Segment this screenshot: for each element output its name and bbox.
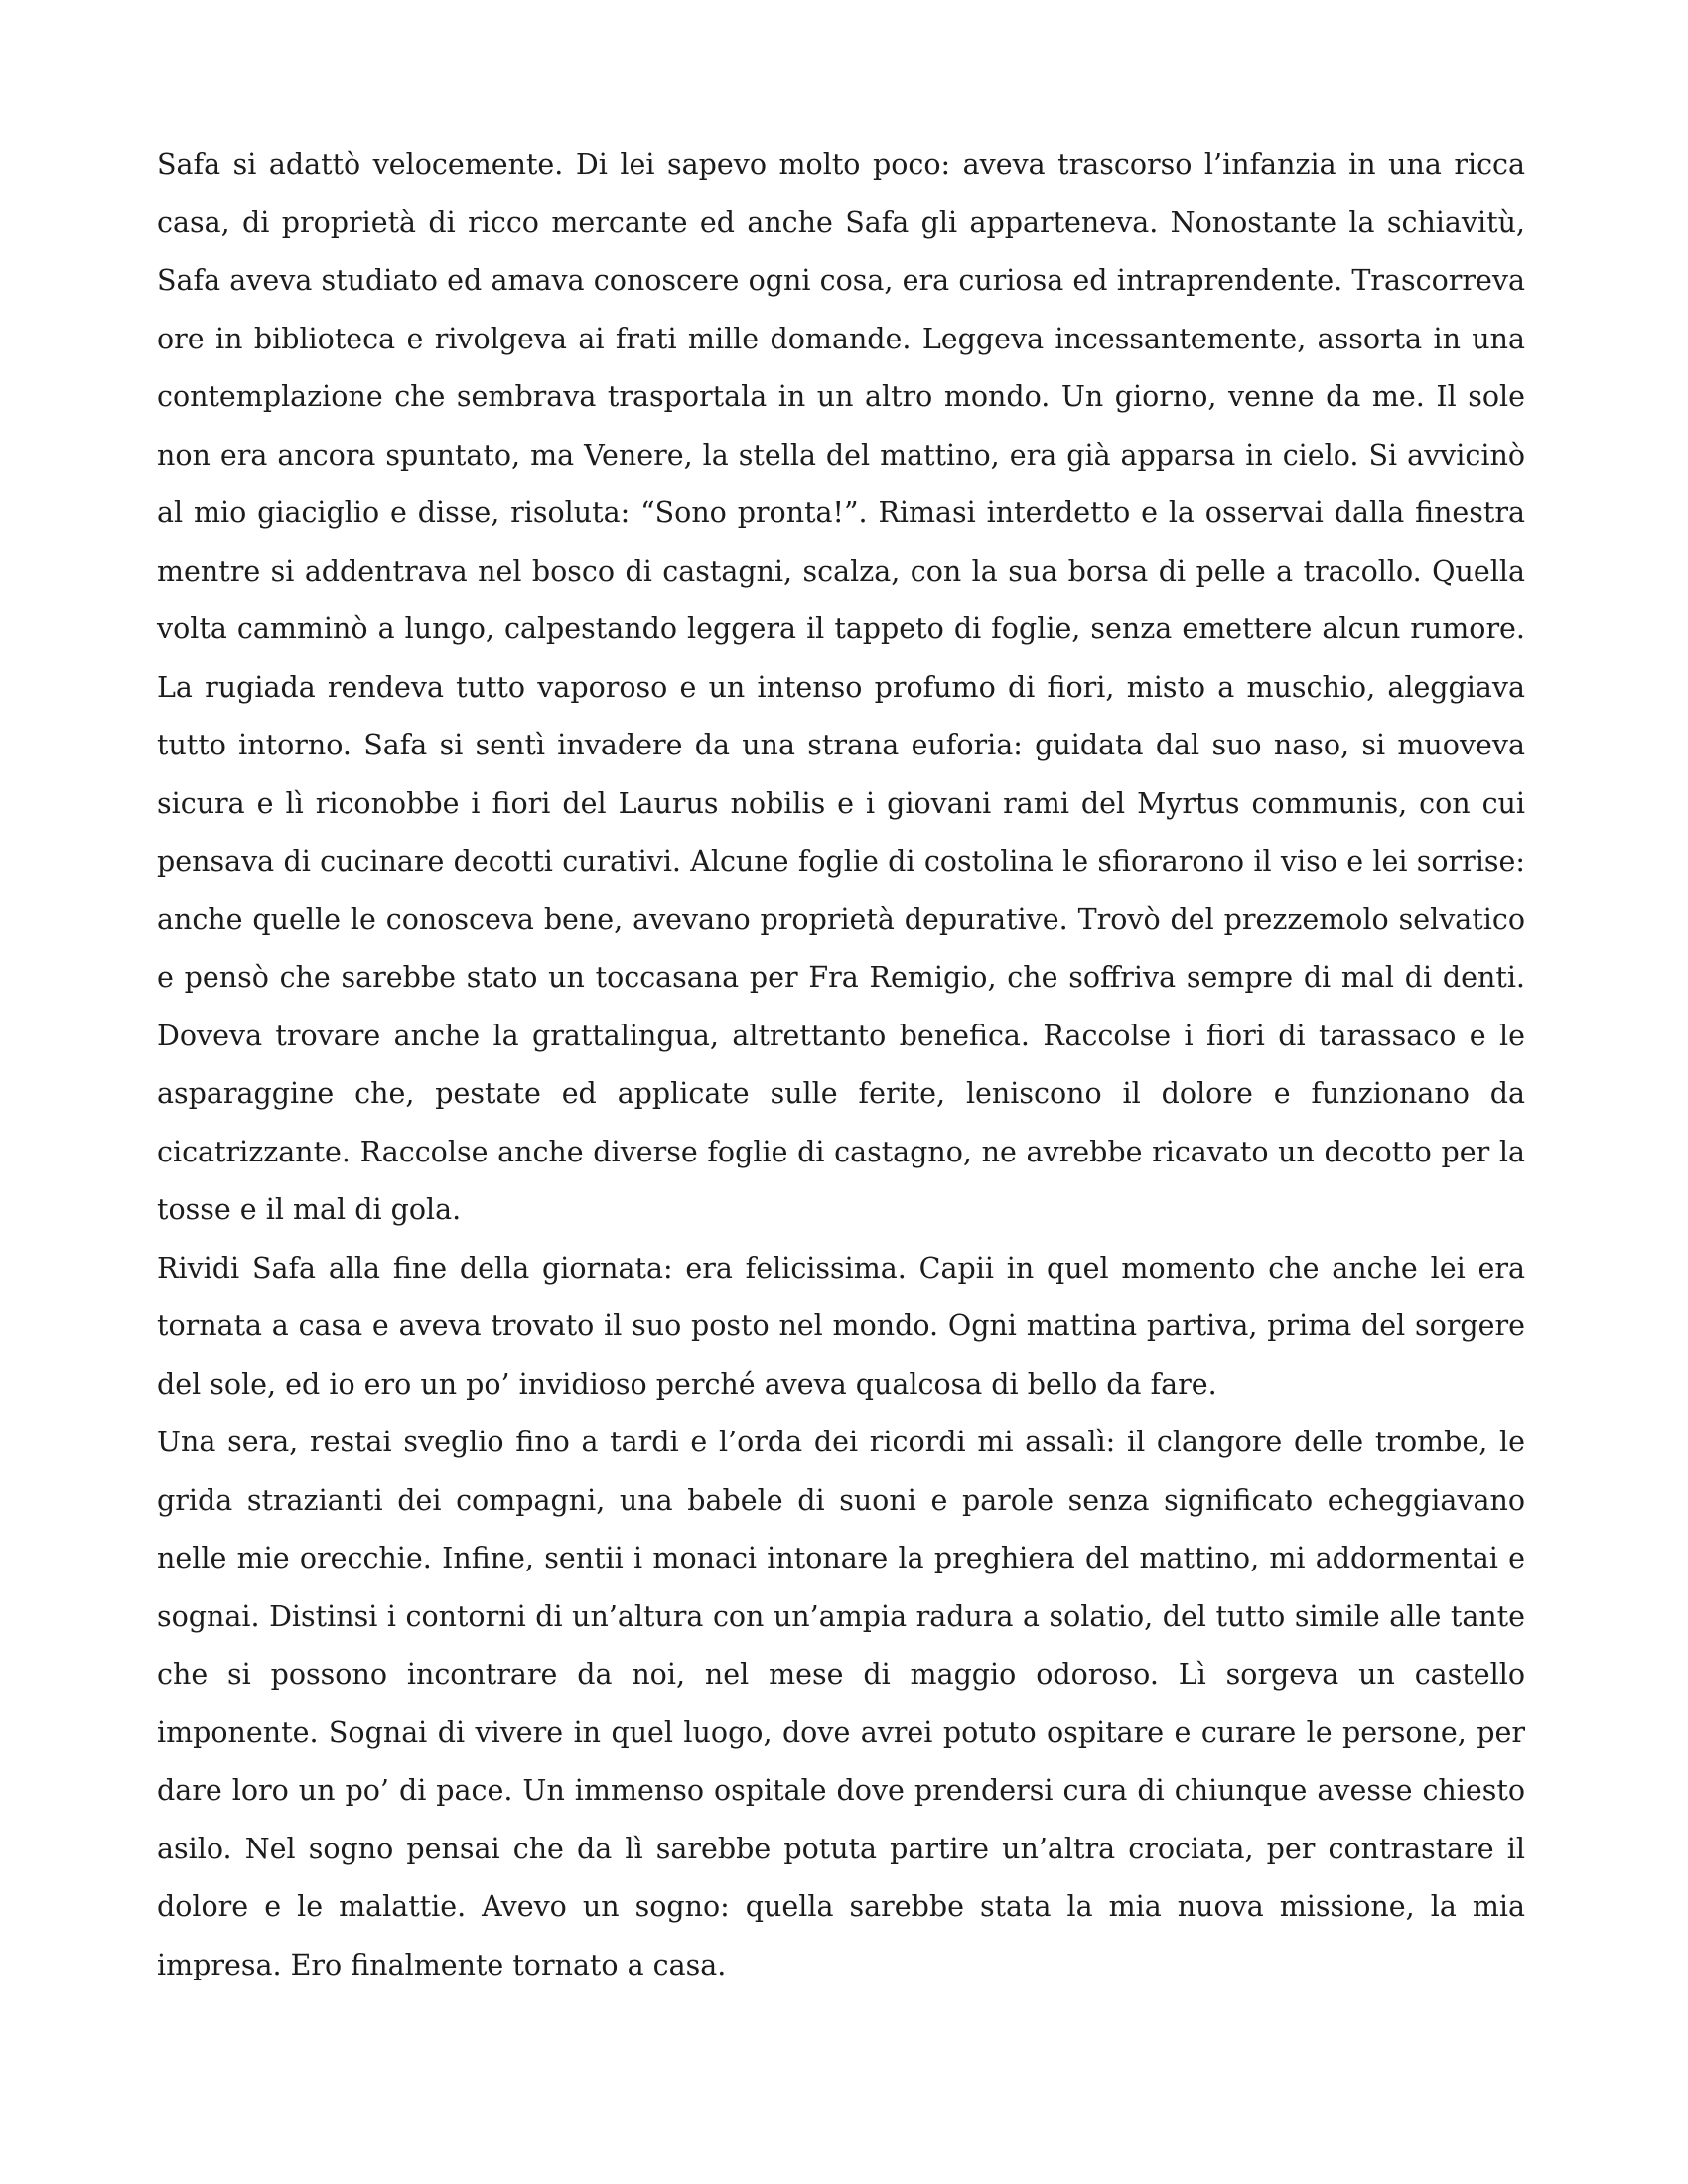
paragraph-1: Safa si adattò velocemente. Di lei sapevo molto poco: aveva trascorso l’infanzia in una ricca casa, di proprietà di ricco mercante ed anche Safa gli apparteneva. Nonostante la schiavitù, Safa aveva studiato ed amava conoscere ogni cosa, era curiosa ed intraprendente. Trascorreva ore in biblioteca e rivolgeva ai frati mille domande. Leggeva incessantemente, assorta in una contemplazione che sembrava trasportala in un altro mondo. Un giorno, venne da me. Il sole non era ancora spuntato, ma Venere, la stella del mattino, era già apparsa in cielo. Si avvicinò al mio giaciglio e disse, risoluta: “Sono pronta!”. Rimasi interdetto e la osservai dalla finestra mentre si addentrava nel bosco di castagni, scalza, con la sua borsa di pelle a tracollo. Quella volta camminò a lungo, calpestando leggera il tappeto di foglie, senza emettere alcun rumore. La rugiada rendeva tutto vaporoso e un intenso profumo di fiori, misto a muschio, aleggiava tutto intorno. Safa si sentì invadere da una strana euforia: guidata dal suo naso, si muoveva sicura e lì riconobbe i fiori del Laurus nobilis e i giovani rami del Myrtus communis, con cui pensava di cucinare decotti curativi. Alcune foglie di costolina le sfiorarono il viso e lei sorrise: anche quelle le conosceva bene, avevano proprietà depurative. Trovò del prezzemolo selvatico e pensò che sarebbe stato un toccasana per Fra Remigio, che soffriva sempre di mal di denti. Doveva trovare anche la grattalingua, altrettanto benefica. Raccolse i fiori di tarassaco e le asparaggine che, pestate ed applicate sulle ferite, leniscono il dolore e funzionano da cicatrizzante. Raccolse anche diverse foglie di castagno, ne avrebbe ricavato un decotto per la tosse e il mal di gola.: [157, 148, 1525, 1226]
paragraph-2: Rividi Safa alla fine della giornata: era felicissima. Capii in quel momento che anche lei era tornata a casa e aveva trovato il suo posto nel mondo. Ogni mattina partiva, prima del sorgere del sole, ed io ero un po’ invidioso perché aveva qualcosa di bello da fare.: [157, 1251, 1525, 1401]
document-body: [157, 136, 1525, 1994]
paragraph-3: Una sera, restai sveglio fino a tardi e l’orda dei ricordi mi assalì: il clangore delle trombe, le grida strazianti dei compagni, una babele di suoni e parole senza significato echeggiavano nelle mie orecchie. Infine, sentii i monaci intonare la preghiera del mattino, mi addormentai e sognai. Distinsi i contorni di un’altura con un’ampia radura a solatio, del tutto simile alle tante che si possono incontrare da noi, nel mese di maggio odoroso. Lì sorgeva un castello imponente. Sognai di vivere in quel luogo, dove avrei potuto ospitare e curare le persone, per dare loro un po’ di pace. Un immenso ospitale dove prendersi cura di chiunque avesse chiesto asilo. Nel sogno pensai che da lì sarebbe potuta partire un’altra crociata, per contrastare il dolore e le malattie. Avevo un sogno: quella sarebbe stata la mia nuova missione, la mia impresa. Ero finalmente tornato a casa.: [157, 1426, 1525, 1981]
